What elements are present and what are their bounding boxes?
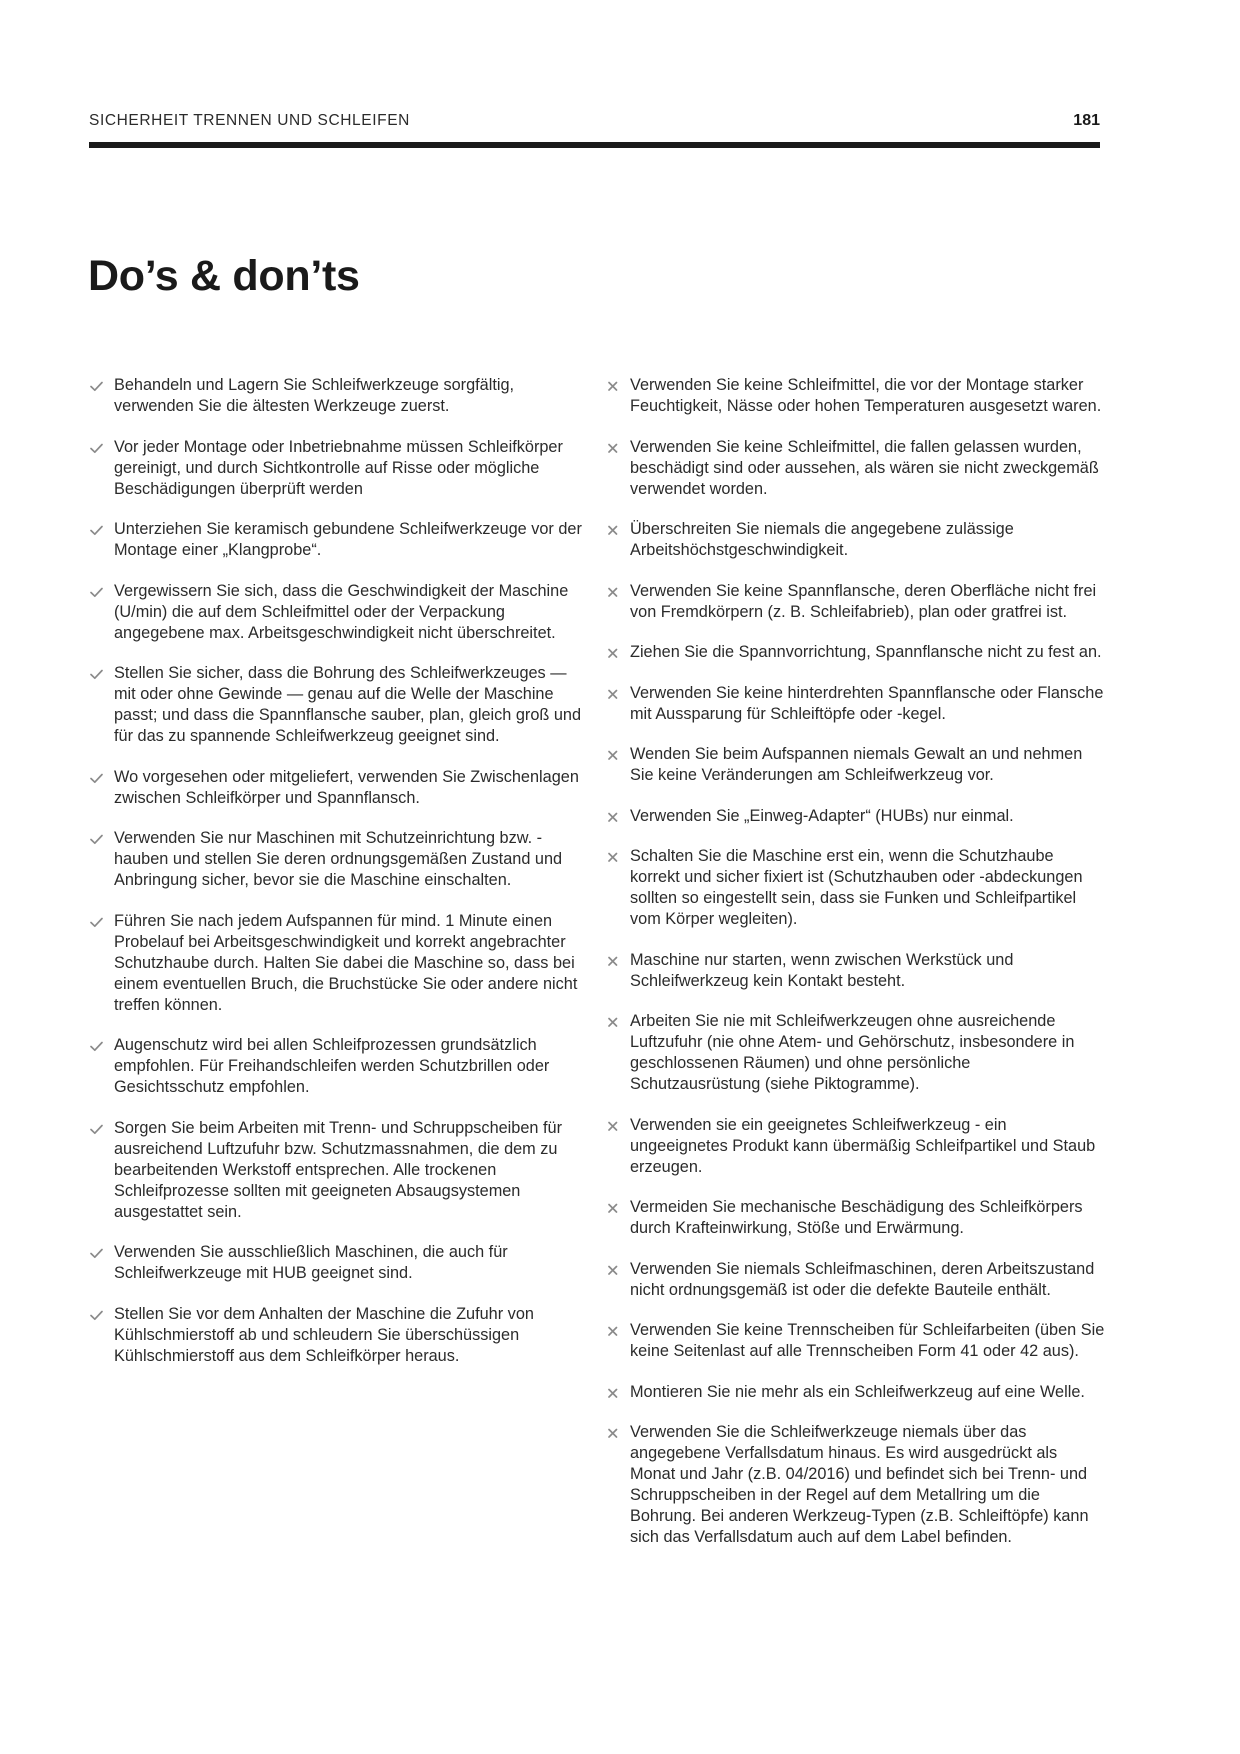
cross-icon: [605, 683, 621, 704]
check-icon: [89, 1118, 105, 1139]
cross-icon: [605, 1320, 621, 1341]
check-icon: [89, 1242, 105, 1263]
item-text: Ziehen Sie die Spannvorrichtung, Spannflansche nicht zu fest an.: [630, 643, 1102, 661]
item-text: Verwenden Sie niemals Schleifmaschinen, deren Arbeitszustand nicht ordnungsgemäß ist oder die defekte Bauteile enthält.: [630, 1259, 1095, 1299]
item-text: Verwenden Sie keine Schleifmittel, die vor der Montage starker Feuchtigkeit, Nässe oder hohen Temperaturen ausgesetzt waren.: [630, 376, 1102, 415]
item-text: Verwenden Sie keine hinterdrehten Spannflansche oder Flansche mit Aussparung für Schleiftöpfe oder -kegel.: [630, 683, 1104, 723]
check-icon: [89, 581, 105, 602]
item-text: Überschreiten Sie niemals die angegebene zulässige Arbeitshöchstgeschwindigkeit.: [630, 520, 1014, 559]
page-number: 181: [1073, 112, 1100, 129]
item-text: Führen Sie nach jedem Aufspannen für mind. 1 Minute einen Probelauf bei Arbeitsgeschwindigkeit und korrekt angebrachter Schutzhaube durch. Halten Sie dabei die Maschine so, dass bei einem eventuellen Bruch, die Bruchstücke Sie oder andere nicht treffen können.: [114, 911, 578, 1014]
item-text: Verwenden Sie ausschließlich Maschinen, die auch für Schleifwerkzeuge mit HUB geeignet sind.: [114, 1243, 508, 1282]
item-text: Behandeln und Lagern Sie Schleifwerkzeuge sorgfältig, verwenden Sie die ältesten Werkzeuge zuerst.: [114, 376, 515, 415]
do-item: [89, 437, 589, 500]
do-item: [89, 519, 589, 561]
dont-item: [605, 1011, 1105, 1095]
cross-icon: [605, 1422, 621, 1443]
cross-icon: [605, 744, 621, 765]
cross-icon: [605, 581, 621, 602]
dont-item: [605, 581, 1105, 623]
cross-icon: [605, 1259, 621, 1280]
dont-item: [605, 1197, 1105, 1239]
cross-icon: [605, 846, 621, 867]
dont-item: [605, 1115, 1105, 1178]
item-text: Vermeiden Sie mechanische Beschädigung des Schleifkörpers durch Krafteinwirkung, Stöße und Erwärmung.: [630, 1198, 1083, 1237]
section-title: SICHERHEIT TRENNEN UND SCHLEIFEN: [89, 112, 410, 129]
dont-item: [605, 1382, 1105, 1403]
check-icon: [89, 375, 105, 396]
item-text: Verwenden Sie die Schleifwerkzeuge niemals über das angegebene Verfallsdatum hinaus. Es wird ausgedrückt als Monat und Jahr (z.B. 04/2016) und befindet sich bei Trenn- und Schruppscheiben in der Regel auf dem Metallring um die Bohrung. Bei anderen Werkzeug-Typen (z.B. Schleiftöpfe) kann sich das Verfallsdatum auch auf dem Label befinden.: [630, 1423, 1089, 1546]
item-text: Vor jeder Montage oder Inbetriebnahme müssen Schleifkörper gereinigt, und durch Sichtkontrolle auf Risse oder mögliche Beschädigungen überprüft werden: [114, 437, 563, 498]
item-text: Verwenden Sie keine Schleifmittel, die fallen gelassen wurden, beschädigt sind oder aussehen, als wären sie nicht zweckgemäß verwendet worden.: [630, 437, 1099, 498]
item-text: Verwenden Sie „Einweg-Adapter“ (HUBs) nur einmal.: [630, 806, 1014, 825]
do-item: [89, 911, 589, 1016]
do-item: [89, 828, 589, 891]
dont-item: [605, 519, 1105, 561]
page-title: Do’s & don’ts: [88, 252, 360, 300]
dos-list: [89, 375, 589, 1386]
item-text: Verwenden Sie nur Maschinen mit Schutzeinrichtung bzw. -hauben und stellen Sie deren ordnungsgemäßen Zustand und Anbringung sicher, bevor sie die Maschine einschalten.: [114, 829, 563, 889]
dont-item: [605, 375, 1105, 417]
dont-item: [605, 1259, 1105, 1301]
dont-item: [605, 642, 1105, 663]
item-text: Wo vorgesehen oder mitgeliefert, verwenden Sie Zwischenlagen zwischen Schleifkörper und Spannflansch.: [114, 767, 579, 807]
do-item: [89, 1035, 589, 1098]
item-text: Unterziehen Sie keramisch gebundene Schleifwerkzeuge vor der Montage einer „Klangprobe“.: [114, 520, 582, 559]
item-text: Verwenden sie ein geeignetes Schleifwerkzeug - ein ungeeignetes Produkt kann übermäßig Schleifpartikel und Staub erzeugen.: [630, 1115, 1096, 1176]
cross-icon: [605, 1011, 621, 1032]
dont-item: [605, 683, 1105, 725]
item-text: Augenschutz wird bei allen Schleifprozessen grundsätzlich empfohlen. Für Freihandschleifen werden Schutzbrillen oder Gesichtsschutz empfohlen.: [114, 1036, 550, 1096]
cross-icon: [605, 642, 621, 663]
do-item: [89, 1304, 589, 1367]
item-text: Vergewissern Sie sich, dass die Geschwindigkeit der Maschine (U/min) die auf dem Schleifmittel oder der Verpackung angegebene max. Arbeitsgeschwindigkeit nicht überschreitet.: [114, 581, 569, 642]
do-item: [89, 767, 589, 809]
item-text: Wenden Sie beim Aufspannen niemals Gewalt an und nehmen Sie keine Veränderungen am Schleifwerkzeug vor.: [630, 745, 1083, 784]
do-item: [89, 375, 589, 417]
check-icon: [89, 519, 105, 540]
check-icon: [89, 767, 105, 788]
check-icon: [89, 828, 105, 849]
item-text: Arbeiten Sie nie mit Schleifwerkzeugen ohne ausreichende Luftzufuhr (nie ohne Atem- und Gehörschutz, insbesondere in geschlossenen Räumen) und ohne persönliche Schutzausrüstung (siehe Piktogramme).: [630, 1012, 1075, 1093]
dont-item: [605, 437, 1105, 500]
header-rule: [89, 142, 1100, 148]
do-item: [89, 663, 589, 747]
check-icon: [89, 663, 105, 684]
page-header: [89, 112, 1100, 136]
do-item: [89, 1118, 589, 1223]
item-text: Maschine nur starten, wenn zwischen Werkstück und Schleifwerkzeug kein Kontakt besteht.: [630, 950, 1014, 990]
donts-list: [605, 375, 1105, 1568]
cross-icon: [605, 375, 621, 396]
check-icon: [89, 437, 105, 458]
cross-icon: [605, 1197, 621, 1218]
do-item: [89, 581, 589, 644]
cross-icon: [605, 950, 621, 971]
dont-item: [605, 1320, 1105, 1362]
do-item: [89, 1242, 589, 1284]
cross-icon: [605, 1382, 621, 1403]
check-icon: [89, 1035, 105, 1056]
check-icon: [89, 911, 105, 932]
dont-item: [605, 1422, 1105, 1548]
cross-icon: [605, 806, 621, 827]
item-text: Montieren Sie nie mehr als ein Schleifwerkzeug auf eine Welle.: [630, 1382, 1085, 1401]
dont-item: [605, 744, 1105, 786]
item-text: Verwenden Sie keine Trennscheiben für Schleifarbeiten (üben Sie keine Seitenlast auf alle Trennscheiben Form 41 oder 42 aus).: [630, 1321, 1105, 1360]
dont-item: [605, 950, 1105, 992]
item-text: Stellen Sie sicher, dass die Bohrung des Schleifwerkzeuges — mit oder ohne Gewinde — genau auf die Welle der Maschine passt; und dass die Spannflansche sauber, plan, gleich groß und für das zu spannende Schleifwerkzeug geeignet sind.: [114, 664, 582, 745]
cross-icon: [605, 519, 621, 540]
item-text: Verwenden Sie keine Spannflansche, deren Oberfläche nicht frei von Fremdkörpern (z. B. Schleifabrieb), plan oder gratfrei ist.: [630, 581, 1097, 621]
item-text: Schalten Sie die Maschine erst ein, wenn die Schutzhaube korrekt und sicher fixiert ist (Schutzhauben oder -abdeckungen sollten so eingestellt sein, dass sie Funken und Schleifpartikel vom Körper wegleiten).: [630, 847, 1083, 928]
dont-item: [605, 846, 1105, 930]
dont-item: [605, 806, 1105, 827]
cross-icon: [605, 437, 621, 458]
item-text: Sorgen Sie beim Arbeiten mit Trenn- und Schruppscheiben für ausreichend Luftzufuhr bzw. Schutzmassnahmen, die dem zu bearbeitenden Werkstoff entsprechen. Alle trockenen Schleifprozesse sollten mit geeigneten Absaugsystemen ausgestattet sein.: [114, 1118, 562, 1221]
cross-icon: [605, 1115, 621, 1136]
item-text: Stellen Sie vor dem Anhalten der Maschine die Zufuhr von Kühlschmierstoff ab und schleudern Sie überschüssigen Kühlschmierstoff aus dem Schleifkörper heraus.: [114, 1304, 534, 1365]
check-icon: [89, 1304, 105, 1325]
